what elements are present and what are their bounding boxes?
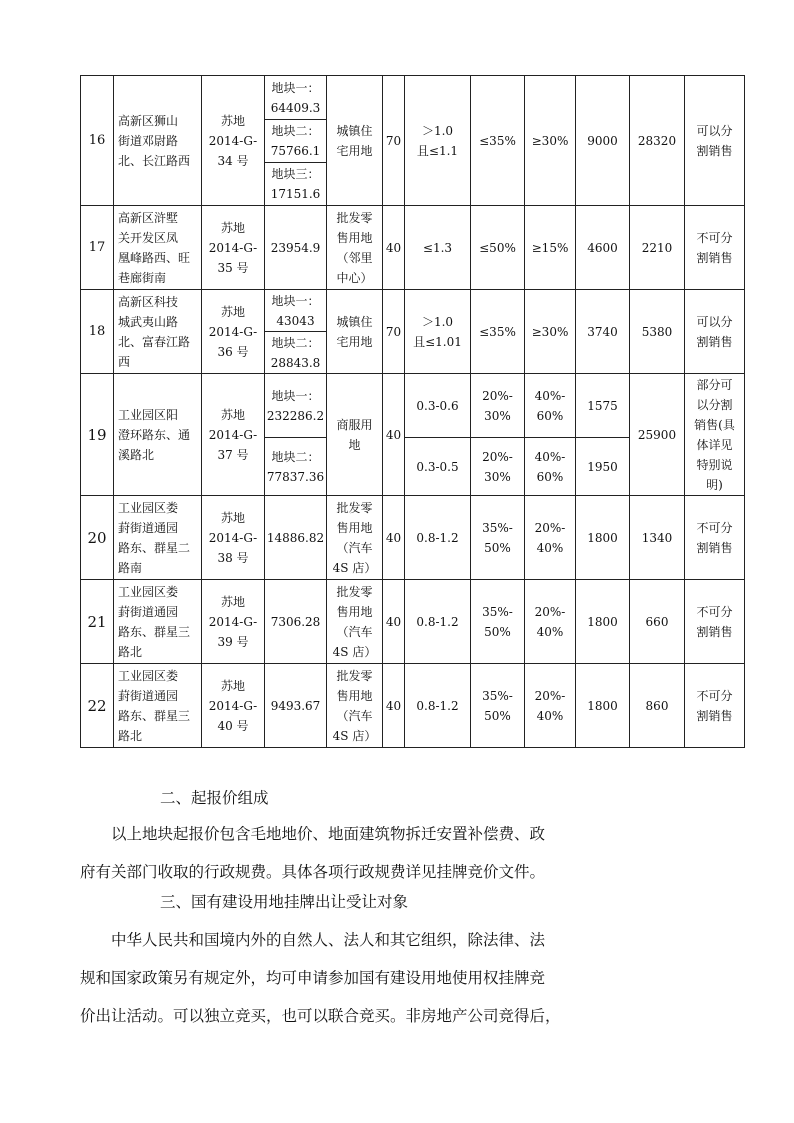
section-heading-transferee: 三、国有建设用地挂牌出让受让对象 — [160, 893, 409, 911]
table-row — [81, 580, 745, 664]
deposit-cell: 660 — [630, 580, 685, 664]
density-cell: ≤50% — [471, 206, 525, 290]
table-row — [81, 374, 745, 438]
density-cell: 20%- 30% — [471, 438, 525, 496]
term-cell: 70 — [383, 290, 405, 374]
parcel-code-cell: 苏地 2014-G- 38 号 — [202, 496, 265, 580]
land-use-cell: 批发零 售用地 （邻里 中心） — [327, 206, 383, 290]
term-cell: 40 — [383, 374, 405, 496]
plot-ratio-cell: 0.8-1.2 — [405, 664, 471, 748]
sale-note-cell: 不可分 割销售 — [685, 206, 745, 290]
term-cell: 70 — [383, 76, 405, 206]
deposit-cell: 860 — [630, 664, 685, 748]
row-number: 16 — [81, 76, 114, 206]
sale-note-cell: 不可分 割销售 — [685, 664, 745, 748]
price-cell: 1800 — [576, 664, 630, 748]
green-rate-cell: 40%- 60% — [525, 374, 576, 438]
price-cell: 1800 — [576, 580, 630, 664]
price-cell: 1575 — [576, 374, 630, 438]
location-cell: 工业园区娄 葑街道通园 路东、群星二 路南 — [114, 496, 202, 580]
location-cell: 高新区科技 城武夷山路 北、富春江路 西 — [114, 290, 202, 374]
green-rate-cell: 20%- 40% — [525, 496, 576, 580]
land-use-cell: 城镇住 宅用地 — [327, 290, 383, 374]
price-cell: 1800 — [576, 496, 630, 580]
plot-ratio-cell: ＞1.0 且≤1.1 — [405, 76, 471, 206]
land-use-cell: 批发零 售用地 （汽车 4S 店） — [327, 664, 383, 748]
deposit-cell: 5380 — [630, 290, 685, 374]
table-row — [81, 664, 745, 748]
land-use-cell: 批发零 售用地 （汽车 4S 店） — [327, 496, 383, 580]
area-cell: 地块一： 232286.2 — [265, 374, 327, 438]
green-rate-cell: ≥30% — [525, 290, 576, 374]
price-cell: 4600 — [576, 206, 630, 290]
term-cell: 40 — [383, 664, 405, 748]
area-cell: 23954.9 — [265, 206, 327, 290]
term-cell: 40 — [383, 206, 405, 290]
deposit-cell: 28320 — [630, 76, 685, 206]
area-cell: 地块一： 64409.3 — [265, 76, 327, 120]
row-number: 17 — [81, 206, 114, 290]
plot-ratio-cell: ＞1.0 且≤1.01 — [405, 290, 471, 374]
sale-note-cell: 可以分 割销售 — [685, 290, 745, 374]
row-number: 22 — [81, 664, 114, 748]
land-parcel-table — [80, 75, 745, 748]
location-cell: 高新区狮山 街道邓尉路 北、长江路西 — [114, 76, 202, 206]
row-number: 19 — [81, 374, 114, 496]
area-cell: 地块二： 28843.8 — [265, 332, 327, 374]
row-number: 21 — [81, 580, 114, 664]
sale-note-cell: 部分可 以分割 销售(具 体详见 特别说 明) — [685, 374, 745, 496]
plot-ratio-cell: 0.8-1.2 — [405, 496, 471, 580]
land-use-cell: 批发零 售用地 （汽车 4S 店） — [327, 580, 383, 664]
section-body-transferee: 中华人民共和国境内外的自然人、法人和其它组织，除法律、法 规和国家政策另有规定外，均可申请参加国有建设用地使用权挂牌竞 价出让活动。可以独立竞买，也可以联合竞买。非房地产公司竞得后， — [80, 931, 561, 1025]
area-cell: 9493.67 — [265, 664, 327, 748]
parcel-code-cell: 苏地 2014-G- 39 号 — [202, 580, 265, 664]
density-cell: 35%- 50% — [471, 496, 525, 580]
plot-ratio-cell: 0.8-1.2 — [405, 580, 471, 664]
table-row — [81, 206, 745, 290]
green-rate-cell: 20%- 40% — [525, 580, 576, 664]
section-heading-bid-composition: 二、起报价组成 — [160, 789, 269, 807]
area-cell: 地块二： 75766.1 — [265, 120, 327, 163]
green-rate-cell: ≥30% — [525, 76, 576, 206]
area-cell: 7306.28 — [265, 580, 327, 664]
plot-ratio-cell: 0.3-0.5 — [405, 438, 471, 496]
table-row — [81, 76, 745, 120]
area-cell: 地块二： 77837.36 — [265, 438, 327, 496]
location-cell: 工业园区娄 葑街道通园 路东、群星三 路北 — [114, 580, 202, 664]
green-rate-cell: ≥15% — [525, 206, 576, 290]
price-cell: 1950 — [576, 438, 630, 496]
density-cell: 35%- 50% — [471, 580, 525, 664]
density-cell: 35%- 50% — [471, 664, 525, 748]
deposit-cell: 1340 — [630, 496, 685, 580]
section-body-bid-composition: 以上地块起报价包含毛地地价、地面建筑物拆迁安置补偿费、政 府有关部门收取的行政规费。具体各项行政规费详见挂牌竞价文件。 — [80, 825, 546, 881]
deposit-cell: 2210 — [630, 206, 685, 290]
area-cell: 地块一： 43043 — [265, 290, 327, 332]
location-cell: 工业园区阳 澄环路东、通 溪路北 — [114, 374, 202, 496]
parcel-code-cell: 苏地 2014-G- 40 号 — [202, 664, 265, 748]
land-use-cell: 商服用 地 — [327, 374, 383, 496]
term-cell: 40 — [383, 580, 405, 664]
green-rate-cell: 40%- 60% — [525, 438, 576, 496]
deposit-cell: 25900 — [630, 374, 685, 496]
location-cell: 工业园区娄 葑街道通园 路东、群星三 路北 — [114, 664, 202, 748]
price-cell: 3740 — [576, 290, 630, 374]
parcel-code-cell: 苏地 2014-G- 34 号 — [202, 76, 265, 206]
density-cell: 20%- 30% — [471, 374, 525, 438]
term-cell: 40 — [383, 496, 405, 580]
sale-note-cell: 不可分 割销售 — [685, 580, 745, 664]
row-number: 20 — [81, 496, 114, 580]
area-cell: 地块三： 17151.6 — [265, 163, 327, 206]
location-cell: 高新区浒墅 关开发区凤 凰峰路西、旺 巷廊街南 — [114, 206, 202, 290]
table-row — [81, 290, 745, 332]
parcel-code-cell: 苏地 2014-G- 37 号 — [202, 374, 265, 496]
green-rate-cell: 20%- 40% — [525, 664, 576, 748]
sale-note-cell: 可以分 割销售 — [685, 76, 745, 206]
row-number: 18 — [81, 290, 114, 374]
parcel-code-cell: 苏地 2014-G- 35 号 — [202, 206, 265, 290]
sale-note-cell: 不可分 割销售 — [685, 496, 745, 580]
land-use-cell: 城镇住 宅用地 — [327, 76, 383, 206]
density-cell: ≤35% — [471, 76, 525, 206]
price-cell: 9000 — [576, 76, 630, 206]
plot-ratio-cell: ≤1.3 — [405, 206, 471, 290]
plot-ratio-cell: 0.3-0.6 — [405, 374, 471, 438]
area-cell: 14886.82 — [265, 496, 327, 580]
density-cell: ≤35% — [471, 290, 525, 374]
parcel-code-cell: 苏地 2014-G- 36 号 — [202, 290, 265, 374]
table-row — [81, 496, 745, 580]
